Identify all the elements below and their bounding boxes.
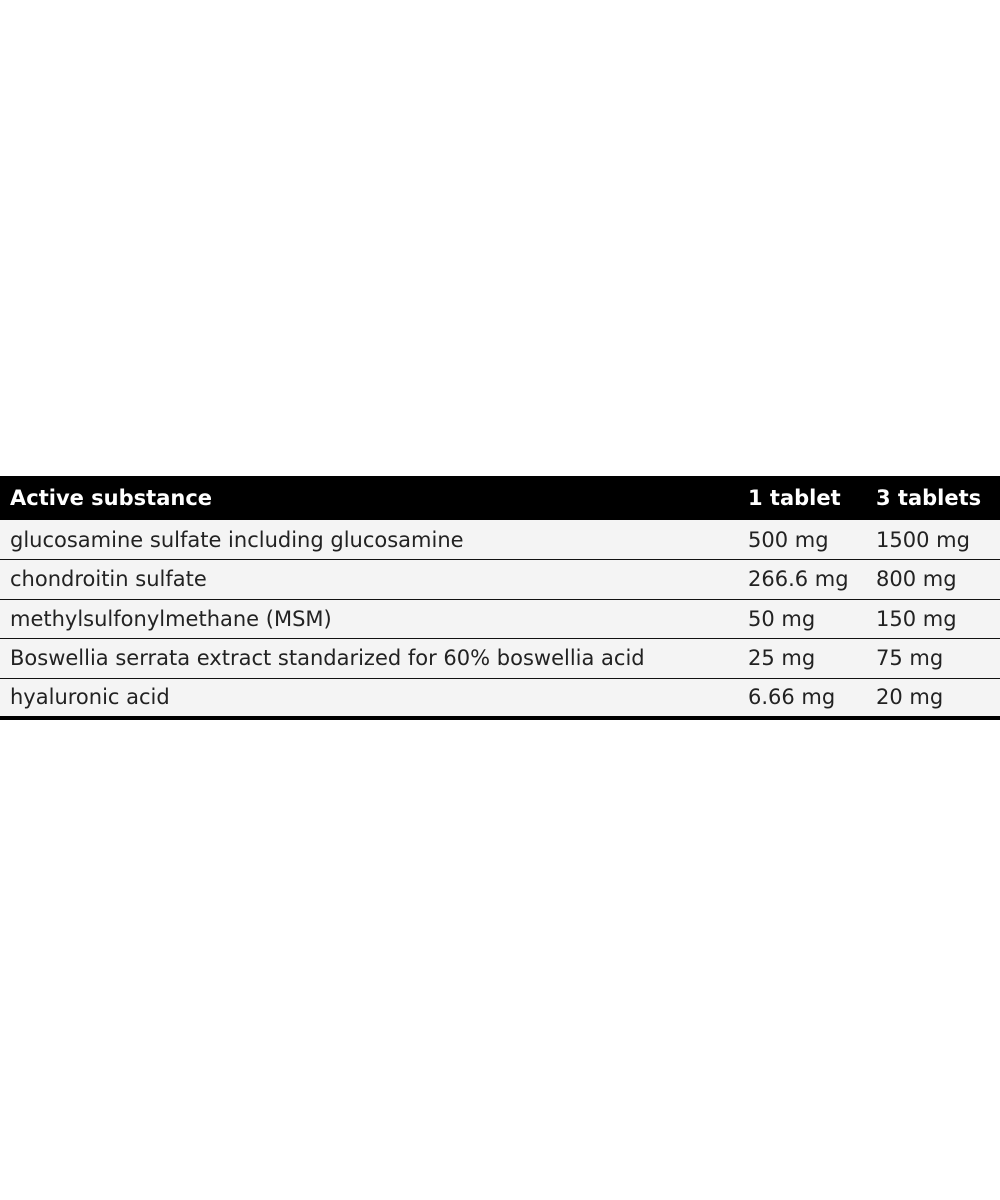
- dose-3-tablets: 150 mg: [866, 599, 1000, 639]
- dose-1-tablet: 50 mg: [738, 599, 866, 639]
- substance-name: Boswellia serrata extract standarized for 60% boswellia acid: [0, 639, 738, 679]
- dose-3-tablets: 20 mg: [866, 678, 1000, 718]
- table-row: [0, 520, 1000, 560]
- dose-3-tablets: 800 mg: [866, 560, 1000, 600]
- substance-name: methylsulfonylmethane (MSM): [0, 599, 738, 639]
- dose-3-tablets: 1500 mg: [866, 520, 1000, 560]
- table-row: [0, 639, 1000, 679]
- dose-1-tablet: 500 mg: [738, 520, 866, 560]
- table-row: [0, 599, 1000, 639]
- substance-name: glucosamine sulfate including glucosamine: [0, 520, 738, 560]
- substance-name: chondroitin sulfate: [0, 560, 738, 600]
- table-header-row: [0, 476, 1000, 520]
- header-1-tablet: 1 tablet: [738, 476, 866, 520]
- substance-name: hyaluronic acid: [0, 678, 738, 718]
- dose-1-tablet: 6.66 mg: [738, 678, 866, 718]
- dose-3-tablets: 75 mg: [866, 639, 1000, 679]
- header-3-tablets: 3 tablets: [866, 476, 1000, 520]
- dose-1-tablet: 25 mg: [738, 639, 866, 679]
- header-active-substance: Active substance: [0, 476, 738, 520]
- table-row: [0, 560, 1000, 600]
- table-row: [0, 678, 1000, 718]
- ingredients-table: [0, 476, 1000, 720]
- dose-1-tablet: 266.6 mg: [738, 560, 866, 600]
